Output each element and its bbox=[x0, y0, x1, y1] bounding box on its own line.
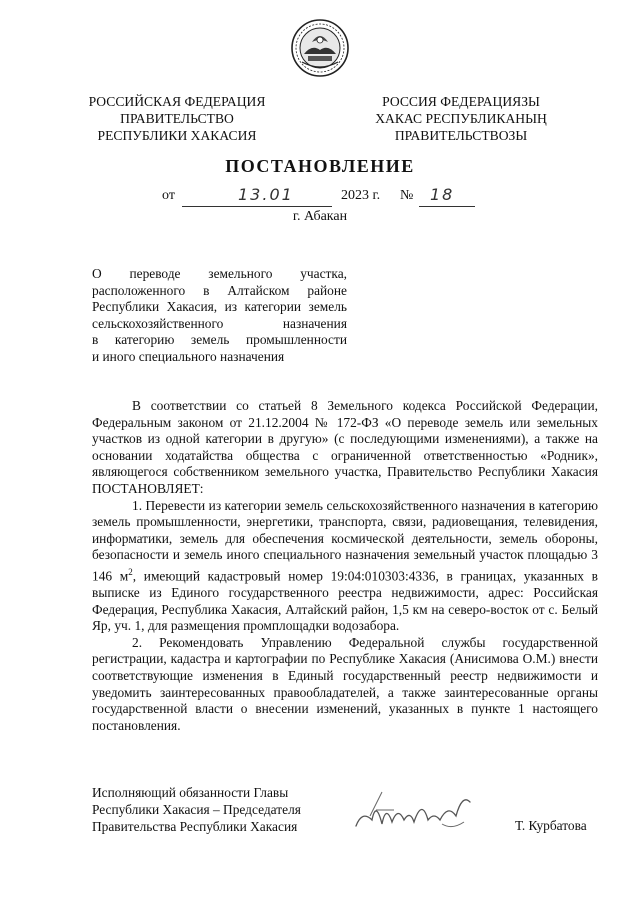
subject-line: сельскохозяйственного назначения bbox=[92, 315, 347, 331]
date-from-label: от bbox=[162, 188, 175, 203]
number-label: № bbox=[400, 188, 414, 203]
handwritten-signature bbox=[352, 780, 482, 840]
issuer-header-khakas bbox=[356, 93, 566, 144]
document-body bbox=[92, 398, 598, 734]
subject-line: Республики Хакасия, из категории земель bbox=[92, 299, 347, 315]
item-1-paragraph bbox=[92, 498, 598, 635]
subject-line: О переводе земельного участка, bbox=[92, 266, 347, 281]
issuer-header-russian bbox=[72, 93, 282, 144]
header-line: РЕСПУБЛИКИ ХАКАСИЯ bbox=[97, 128, 257, 143]
header-line: РОССИЯ ФЕДЕРАЦИЯЗЫ bbox=[382, 94, 540, 109]
document-subject bbox=[92, 266, 347, 366]
preamble-paragraph: В соответствии со статьей 8 Земельного кодекса Российской Федерации, Федеральным законом от 21.12.2004 № 172-ФЗ «О переводе земель или земельных участков из одной категории в другую» (с последующими изменениями), а также на основании ходатайства общества с ограниченной ответственностью «Родник», являющегося собственником земельного участка, Правительство Республики Хакасия ПОСТАНОВЛЯЕТ: bbox=[92, 398, 598, 496]
superscript: 2 bbox=[128, 566, 133, 577]
city-label: г. Абакан bbox=[292, 209, 348, 224]
position-line: Республики Хакасия – Председателя bbox=[92, 802, 301, 817]
signatory-position bbox=[92, 784, 301, 835]
item-1-text-cont: , имеющий кадастровый номер 19:04:010303:4336, в границах, указанных в выписке из Единого государственного реестра недвижимости, адрес: Российская Федерация, Республика Хакасия, Алтайский район, 1,5 км на северо-восток от с. Белый Яр, уч. 1, для размещения промплощадки водозабора. bbox=[92, 568, 598, 634]
date-underline bbox=[182, 206, 332, 207]
subject-line: расположенного в Алтайском районе bbox=[92, 282, 347, 298]
header-line: ХАКАС РЕСПУБЛИКАНЫҢ bbox=[375, 111, 547, 126]
subject-line: и иного специального назначения bbox=[92, 348, 285, 364]
handwritten-date: 13.01 bbox=[238, 185, 294, 204]
item-2-paragraph: 2. Рекомендовать Управлению Федеральной службы государственной регистрации, кадастра и картографии по Республике Хакасия (Анисимова О.М.) внести соответствующие изменения в Единый государственный реестр недвижимости и уведомить заинтересованных правообладателей, а также заинтересованные органы государственной власти о внесении изменений, указанных в пункте 1 настоящего постановления. bbox=[92, 634, 598, 733]
coat-of-arms-icon bbox=[290, 18, 350, 78]
position-line: Исполняющий обязанности Главы bbox=[92, 785, 289, 800]
subject-line: в категорию земель промышленности bbox=[92, 332, 347, 348]
item-1-text: 1. Перевести из категории земель сельскохозяйственного назначения в категорию земель промышленности, энергетики, транспорта, связи, радиовещания, телевидения, информатики, земель для обеспечения космической деятельности, земель обороны, безопасности и земель иного специального назначения земельный участок площадью 3 146 м bbox=[92, 497, 598, 584]
header-line: ПРАВИТЕЛЬСТВО bbox=[120, 111, 234, 126]
header-line: ПРАВИТЕЛЬСТВОЗЫ bbox=[394, 128, 528, 143]
handwritten-number: 18 bbox=[430, 185, 455, 204]
header-line: РОССИЙСКАЯ ФЕДЕРАЦИЯ bbox=[88, 94, 266, 109]
document-title: ПОСТАНОВЛЕНИЕ bbox=[225, 156, 415, 176]
number-underline bbox=[419, 206, 475, 207]
signatory-name: Т. Курбатова bbox=[515, 818, 587, 833]
position-line: Правительства Республики Хакасия bbox=[92, 819, 298, 834]
year-label: 2023 г. bbox=[341, 188, 381, 203]
